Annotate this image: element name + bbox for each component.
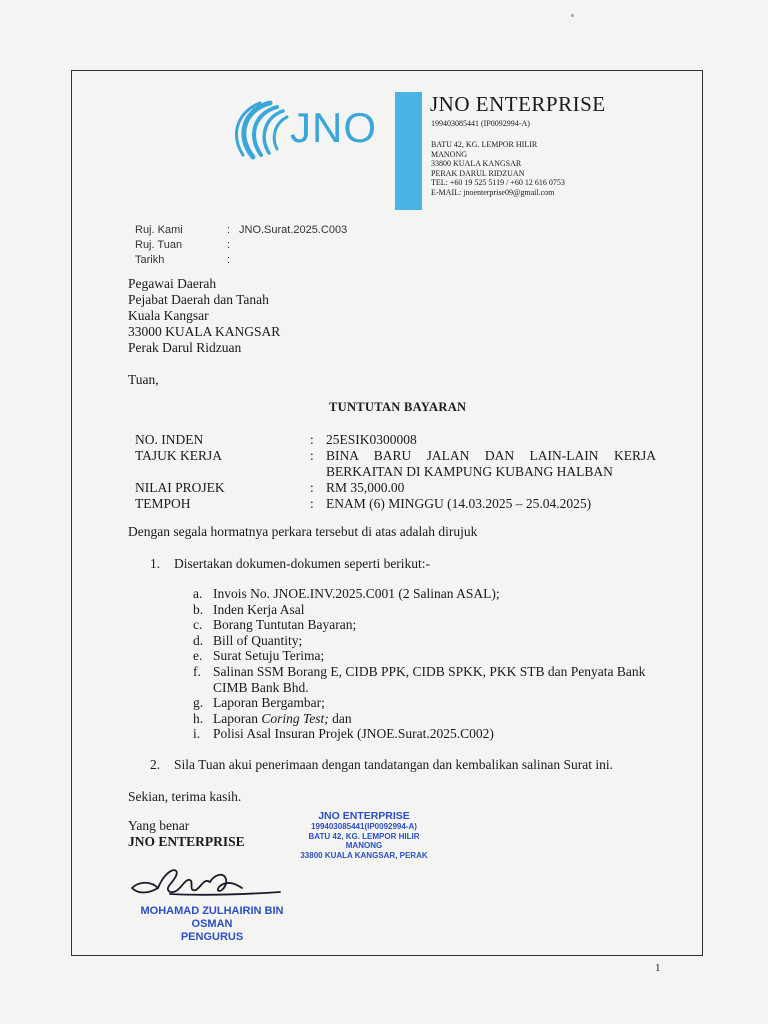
list-letter: g. [193, 695, 204, 711]
handwritten-signature [110, 858, 310, 906]
ref-colon: : [227, 254, 231, 266]
project-details [135, 432, 656, 512]
signer-name: MOHAMAD ZULHAIRIN BIN OSMAN [140, 905, 284, 930]
list-text: Bill of Quantity; [213, 632, 303, 648]
point-1 [150, 556, 430, 572]
detail-label: TEMPOH [135, 496, 191, 511]
list-item [193, 633, 645, 649]
detail-row-work-title [135, 448, 656, 480]
point-number: 2. [150, 757, 161, 772]
company-address [431, 140, 565, 198]
brand-color-bar [395, 92, 422, 210]
list-text: Borang Tuntutan Bayaran; [213, 617, 357, 633]
signer-title: PENGURUS [180, 931, 244, 943]
phone-line: TEL: +60 19 525 5119 / +60 12 616 0753 [431, 178, 565, 188]
detail-value-line: BINA BARU JALAN DAN LAIN-LAIN KERJA [326, 448, 656, 463]
list-letter: d. [193, 632, 204, 648]
list-item [193, 711, 645, 727]
list-text-italic: Coring Test; [261, 710, 329, 726]
list-item [193, 695, 645, 711]
list-letter: a. [193, 586, 203, 601]
detail-colon: : [310, 496, 314, 511]
subject-title: TUNTUTAN BAYARAN [329, 400, 467, 414]
detail-row-project-value [135, 480, 656, 496]
ref-row-date [135, 253, 347, 268]
sign-off-line: Yang benar [128, 818, 190, 833]
address-line: 33800 KUALA KANGSAR [431, 159, 522, 169]
stamp-line: 33800 KUALA KANGSAR, PERAK [300, 850, 428, 860]
ref-label: Ruj. Tuan [135, 239, 183, 251]
stamp-line: BATU 42, KG. LEMPOR HILIR [308, 831, 420, 841]
list-text: Laporan Bergambar; [213, 695, 325, 711]
stamp-name: JNO ENTERPRISE [318, 810, 410, 822]
list-text [213, 664, 645, 695]
document-list [193, 586, 645, 742]
detail-colon: : [310, 480, 314, 495]
ref-colon: : [227, 224, 231, 236]
page-number: 1 [655, 962, 661, 974]
detail-value: ENAM (6) MINGGU (14.03.2025 – 25.04.2025) [326, 496, 592, 511]
detail-value-line: BERKAITAN DI KAMPUNG KUBANG HALBAN [326, 464, 613, 479]
salutation: Tuan, [128, 372, 159, 387]
detail-label: NILAI PROJEK [135, 480, 225, 495]
detail-row-duration [135, 496, 656, 512]
point-text: Sila Tuan akui penerimaan dengan tandatangan dan kembalikan salinan Surat ini. [174, 757, 614, 772]
reference-block [135, 223, 347, 268]
point-2 [150, 757, 613, 773]
intro-paragraph: Dengan segala hormatnya perkara tersebut di atas adalah dirujuk [128, 524, 478, 539]
detail-colon: : [310, 448, 314, 463]
detail-label: NO. INDEN [135, 432, 204, 447]
ref-row-our-ref [135, 223, 347, 238]
list-text: Inden Kerja Asal [213, 601, 305, 617]
list-text-part: Laporan [213, 710, 262, 726]
stamp-line: MANONG [345, 841, 383, 850]
ref-value: JNO.Surat.2025.C003 [239, 224, 348, 236]
addressee-line: Perak Darul Ridzuan [128, 340, 242, 355]
addressee-line: 33000 KUALA KANGSAR [128, 324, 281, 339]
list-letter: i. [193, 726, 201, 742]
point-number: 1. [150, 556, 161, 571]
list-letter: f. [193, 663, 201, 679]
detail-colon: : [310, 432, 314, 447]
list-text: Invois No. JNOE.INV.2025.C001 (2 Salinan ASAL); [213, 586, 500, 601]
list-text: Polisi Asal Insuran Projek (JNOE.Surat.2025.C002) [213, 726, 494, 742]
list-item [193, 602, 645, 618]
addressee-line: Pejabat Daerah dan Tanah [128, 292, 269, 307]
list-text-line: CIMB Bank Bhd. [213, 679, 309, 695]
ref-colon: : [227, 239, 231, 251]
email-line: E-MAIL: jnoenterprise09@gmail.com [431, 187, 555, 197]
addressee-line: Kuala Kangsar [128, 308, 209, 323]
list-item [193, 648, 645, 664]
logo-wordmark: JNO [290, 104, 377, 151]
company-name: JNO ENTERPRISE [430, 92, 606, 116]
address-line: MANONG [431, 149, 467, 159]
signer-block [120, 905, 304, 944]
scan-speck [571, 14, 574, 17]
addressee-block [128, 276, 280, 356]
detail-row-inden [135, 432, 656, 448]
sign-off [128, 818, 245, 850]
list-text-line: Salinan SSM Borang E, CIDB PPK, CIDB SPKK, PKK STB dan Penyata Bank [213, 663, 646, 679]
list-letter: b. [193, 601, 204, 617]
stamp-line: 199403085441(IP0092994-A) [311, 822, 417, 831]
list-item [193, 586, 645, 602]
detail-value [326, 448, 656, 480]
list-text: Surat Setuju Terima; [213, 648, 325, 664]
detail-label: TAJUK KERJA [135, 448, 223, 463]
list-letter: h. [193, 710, 204, 726]
company-registration: 199403085441 (IP0092994-A) [431, 119, 530, 128]
list-item [193, 617, 645, 633]
list-item [193, 726, 645, 742]
sign-off-company: JNO ENTERPRISE [128, 834, 245, 849]
list-item [193, 664, 645, 695]
ref-label: Tarikh [135, 254, 165, 266]
closing-line: Sekian, terima kasih. [128, 789, 242, 804]
list-letter: c. [193, 617, 203, 633]
list-text-part: dan [328, 710, 352, 726]
address-line: PERAK DARUL RIDZUAN [431, 168, 525, 178]
list-letter: e. [193, 648, 203, 664]
address-line: BATU 42, KG. LEMPOR HILIR [431, 140, 538, 149]
list-text [213, 711, 352, 727]
company-stamp [288, 810, 440, 860]
detail-value: RM 35,000.00 [326, 480, 405, 495]
point-text: Disertakan dokumen-dokumen seperti berikut:- [174, 556, 431, 571]
addressee-line: Pegawai Daerah [128, 276, 217, 291]
ref-label: Ruj. Kami [135, 224, 183, 236]
detail-value: 25ESIK0300008 [326, 432, 417, 447]
ref-row-your-ref [135, 238, 347, 253]
